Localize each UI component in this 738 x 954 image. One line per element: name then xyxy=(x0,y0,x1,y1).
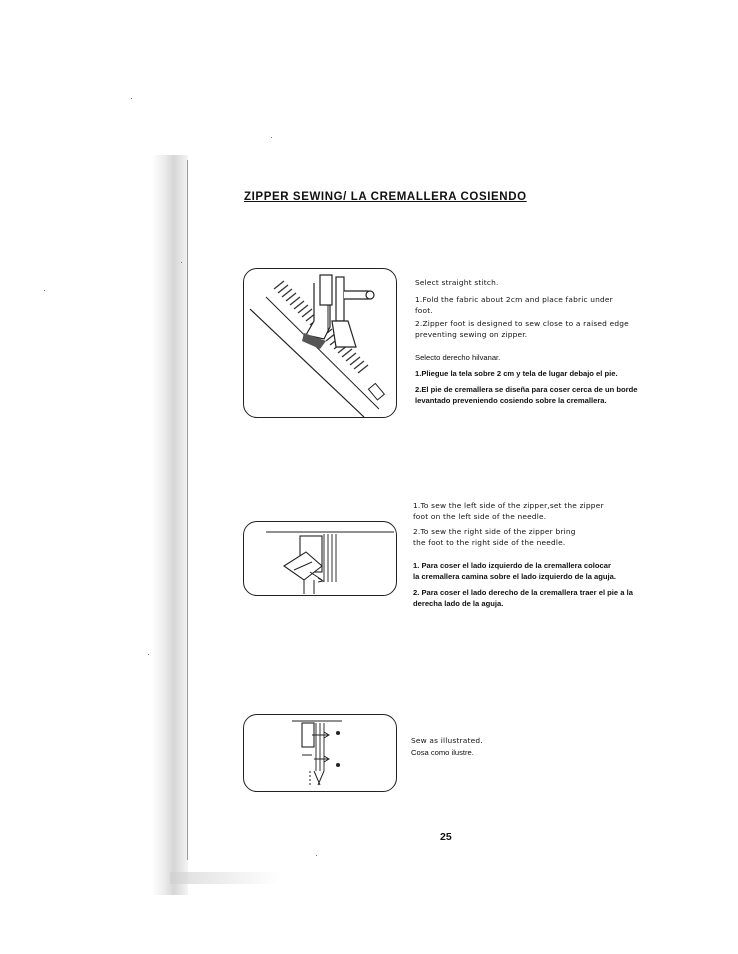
section1-en-line-4: preventing sewing on zipper. xyxy=(415,330,528,339)
section2-es-line-1: la cremallera camina sobre el lado izquierdo de la aguja. xyxy=(413,572,616,581)
section1-es-line-1: 1.Pliegue la tela sobre 2 cm y tela de lugar debajo el pie. xyxy=(415,369,618,378)
page-spine-shadow xyxy=(152,155,188,895)
section2-en-line-0: 1.To sew the left side of the zipper,set the zipper xyxy=(413,501,604,510)
section3-es-line-0: Cosa como ilustre. xyxy=(411,748,474,757)
section3-text xyxy=(411,735,483,758)
section2-en-line-2: 2.To sew the right side of the zipper bring xyxy=(413,527,576,536)
section1-es-line-2: 2.El pie de cremallera se diseña para coser cerca de un borde xyxy=(415,385,638,394)
section1-en-line-1: 1.Fold the fabric about 2cm and place fabric under xyxy=(415,295,613,304)
page-title: ZIPPER SEWING/ LA CREMALLERA COSIENDO xyxy=(244,191,527,203)
section1-en-line-0: Select straight stitch. xyxy=(415,278,499,287)
section2-es-line-3: derecha lado de la aguja. xyxy=(413,599,504,608)
page-bottom-shadow xyxy=(170,872,280,884)
section2-es-line-2: 2. Para coser el lado derecho de la cremallera traer el pie a la xyxy=(413,588,633,597)
section1-es-line-0: Selecto derecho hilvanar. xyxy=(415,353,501,362)
section2-text xyxy=(413,500,633,609)
section2-en-line-1: foot on the left side of the needle. xyxy=(413,512,547,521)
foot-position-illustration xyxy=(243,521,397,596)
section1-en-line-2: foot. xyxy=(415,306,433,315)
section3-en-line-0: Sew as illustrated. xyxy=(411,736,483,745)
section1-es-line-3: levantado preveniendo cosiendo sobre la cremallera. xyxy=(415,396,607,405)
sew-zipper-illustration xyxy=(243,714,397,792)
section2-en-line-3: the foot to the right side of the needle. xyxy=(413,538,566,547)
zipper-foot-illustration xyxy=(243,268,397,418)
page-number: 25 xyxy=(440,831,452,843)
page-spine-edge xyxy=(187,160,188,860)
section1-en-line-3: 2.Zipper foot is designed to sew close to a raised edge xyxy=(415,319,629,328)
section1-text xyxy=(415,277,637,406)
section2-es-line-0: 1. Para coser el lado izquierdo de la cremallera colocar xyxy=(413,561,611,570)
